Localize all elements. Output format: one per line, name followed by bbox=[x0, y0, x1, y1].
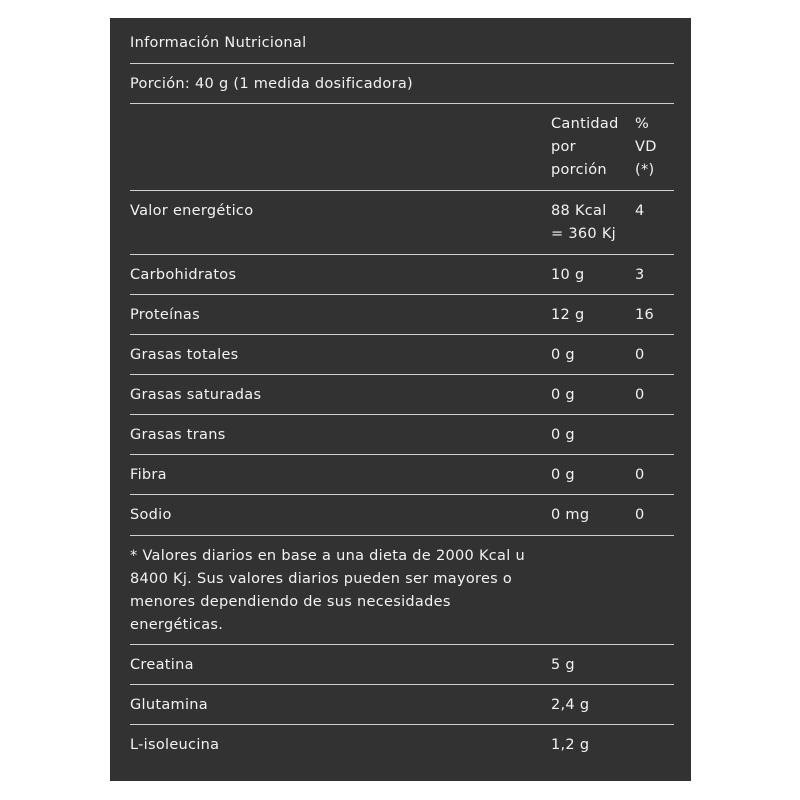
nutrient-name: Grasas saturadas bbox=[130, 387, 262, 403]
amount-per-serving-header: Cantidad por porción bbox=[551, 116, 619, 178]
table-row bbox=[130, 645, 674, 685]
nutrient-dv: 0 bbox=[635, 387, 645, 403]
nutrient-dv: 0 bbox=[635, 467, 645, 483]
ingredient-amount: 5 g bbox=[551, 657, 575, 673]
nutrient-dv: 0 bbox=[635, 347, 645, 363]
nutrient-name: Grasas trans bbox=[130, 427, 226, 443]
nutrient-amount: 0 g bbox=[551, 387, 575, 403]
nutrient-name: Grasas totales bbox=[130, 347, 239, 363]
nutrient-amount: 88 Kcal = 360 Kj bbox=[551, 203, 616, 242]
nutrient-name: Sodio bbox=[130, 507, 172, 523]
nutrient-dv: 3 bbox=[635, 267, 645, 283]
table-row bbox=[130, 685, 674, 725]
table-row bbox=[130, 455, 674, 495]
title-row bbox=[130, 18, 674, 64]
nutrient-name: Fibra bbox=[130, 467, 167, 483]
nutrient-dv: 0 bbox=[635, 507, 645, 523]
daily-value-footnote: * Valores diarios en base a una dieta de 2000 Kcal u 8400 Kj. Sus valores diarios pueden ser mayores o menores dependiendo de sus necesidades energéticas. bbox=[130, 548, 525, 633]
nutrient-amount: 0 mg bbox=[551, 507, 590, 523]
nutrient-dv: 4 bbox=[635, 203, 645, 219]
nutrient-dv: 16 bbox=[635, 307, 655, 323]
nutrient-amount: 0 g bbox=[551, 467, 575, 483]
nutrient-name: Carbohidratos bbox=[130, 267, 237, 283]
nutrient-amount: 0 g bbox=[551, 347, 575, 363]
nutrient-name: Valor energético bbox=[130, 203, 254, 219]
serving-size: Porción: 40 g (1 medida dosificadora) bbox=[130, 76, 413, 92]
table-title: Información Nutricional bbox=[130, 35, 307, 51]
nutrient-name: Proteínas bbox=[130, 307, 200, 323]
table-row bbox=[130, 495, 674, 536]
nutrition-table bbox=[130, 18, 674, 765]
table-row bbox=[130, 335, 674, 375]
nutrition-facts-panel bbox=[110, 18, 691, 781]
footnote-row bbox=[130, 536, 674, 645]
table-row bbox=[130, 415, 674, 455]
table-row bbox=[130, 191, 674, 255]
ingredient-name: Glutamina bbox=[130, 697, 208, 713]
table-row bbox=[130, 375, 674, 415]
ingredient-name: L-isoleucina bbox=[130, 737, 220, 753]
nutrient-amount: 0 g bbox=[551, 427, 575, 443]
column-header-row bbox=[130, 104, 674, 191]
nutrient-amount: 10 g bbox=[551, 267, 585, 283]
nutrient-amount: 12 g bbox=[551, 307, 585, 323]
ingredient-name: Creatina bbox=[130, 657, 194, 673]
ingredient-amount: 1,2 g bbox=[551, 737, 590, 753]
table-row bbox=[130, 295, 674, 335]
daily-value-header: % VD (*) bbox=[635, 116, 657, 178]
ingredient-amount: 2,4 g bbox=[551, 697, 590, 713]
table-row bbox=[130, 255, 674, 295]
table-row bbox=[130, 725, 674, 765]
serving-row bbox=[130, 64, 674, 104]
